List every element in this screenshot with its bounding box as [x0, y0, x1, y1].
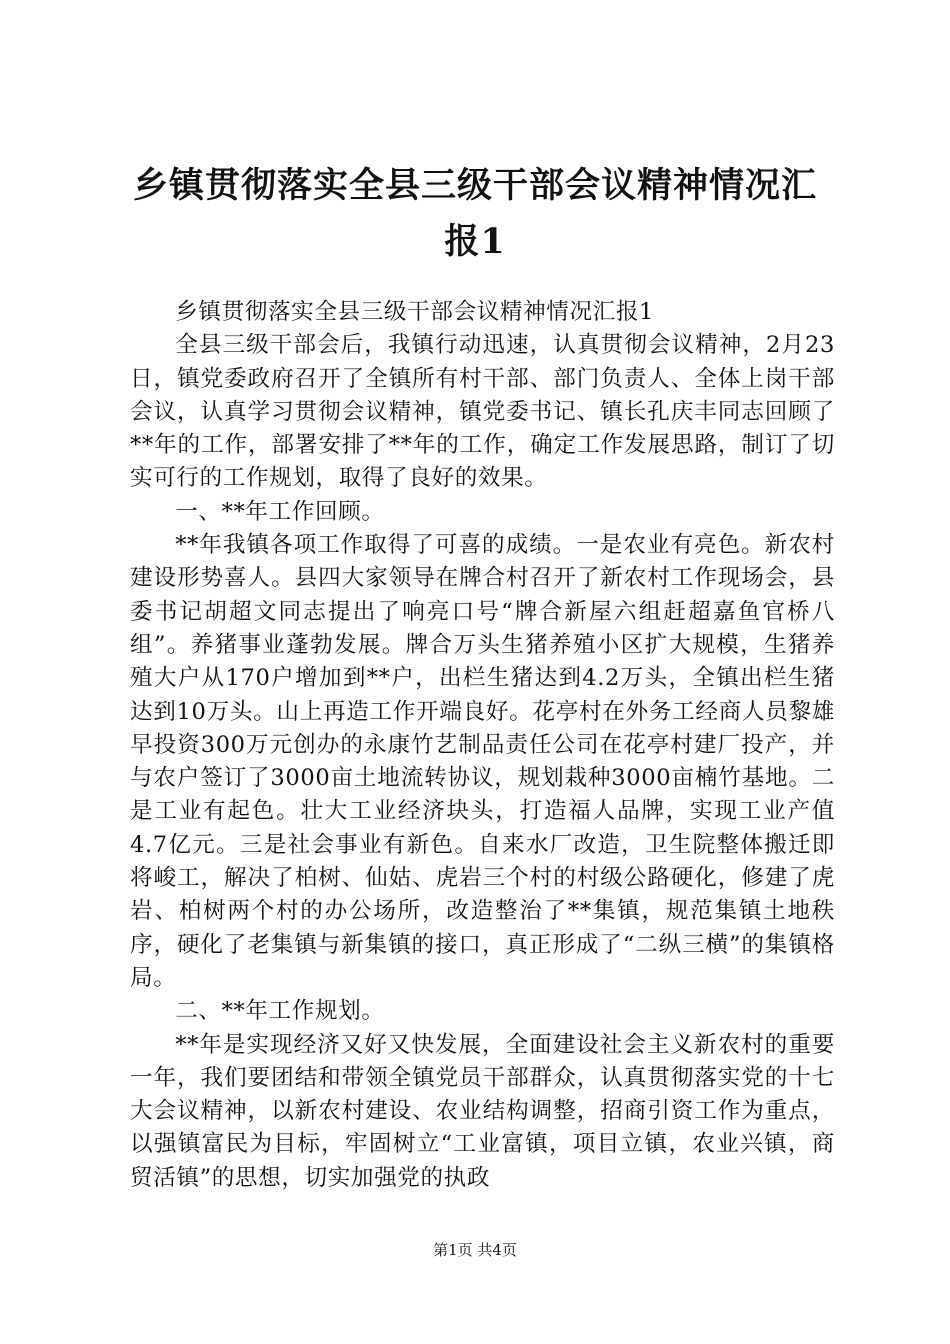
- paragraph-heading-repeat: 乡镇贯彻落实全县三级干部会议精神情况汇报1: [175, 299, 655, 325]
- document-body: [130, 296, 835, 1195]
- section-heading-plan: 二、**年工作规划。: [175, 998, 385, 1025]
- paragraph-review: **年我镇各项工作取得了可喜的成绩。一是农业有亮色。新农村建设形势喜人。县四大家领导在牌合村召开了新农村工作现场会，县委书记胡超文同志提出了响亮口号“牌合新屋六组赶超嘉鱼官桥八组”。养猪事业蓬勃发展。牌合万头生猪养殖小区扩大规模，生猪养殖大户从170户增加到**户，出栏生猪达到4.2万头，全镇出栏生猪达到10万头。山上再造工作开端良好。花亭村在外务工经商人员黎雄早投资300万元创办的永康竹艺制品责任公司在花亭村建厂投产，并与农户签订了3000亩土地流转协议，规划栽种3000亩楠竹基地。二是工业有起色。壮大工业经济块头，打造福人品牌，实现工业产值4.7亿元。三是社会事业有新色。自来水厂改造，卫生院整体搬迁即将峻工，解决了柏树、仙姑、虎岩三个村的村级公路硬化，修建了虎岩、柏树两个村的办公场所，改造整治了**集镇，规范集镇土地秩序，硬化了老集镇与新集镇的接口，真正形成了“二纵三横”的集镇格局。: [130, 532, 835, 991]
- paragraph-plan: **年是实现经济又好又快发展，全面建设社会主义新农村的重要一年，我们要团结和带领全镇党员干部群众，认真贯彻落实党的十七大会议精神，以新农村建设、农业结构调整，招商引资工作为重点，以强镇富民为目标，牢固树立“工业富镇，项目立镇，农业兴镇，商贸活镇”的思想，切实加强党的执政: [130, 1031, 835, 1191]
- paragraph-intro: 全县三级干部会后，我镇行动迅速，认真贯彻会议精神，2月23日，镇党委政府召开了全镇所有村干部、部门负责人、全体上岗干部会议，认真学习贯彻会议精神，镇党委书记、镇长孔庆丰同志回顾了**年的工作，部署安排了**年的工作，确定工作发展思路，制订了切实可行的工作规划，取得了良好的效果。: [130, 332, 835, 492]
- document-title: 乡镇贯彻落实全县三级干部会议精神情况汇报1: [132, 165, 817, 262]
- page-footer: 第1页 共4页: [433, 1241, 517, 1259]
- section-heading-review: 一、**年工作回顾。: [175, 498, 385, 525]
